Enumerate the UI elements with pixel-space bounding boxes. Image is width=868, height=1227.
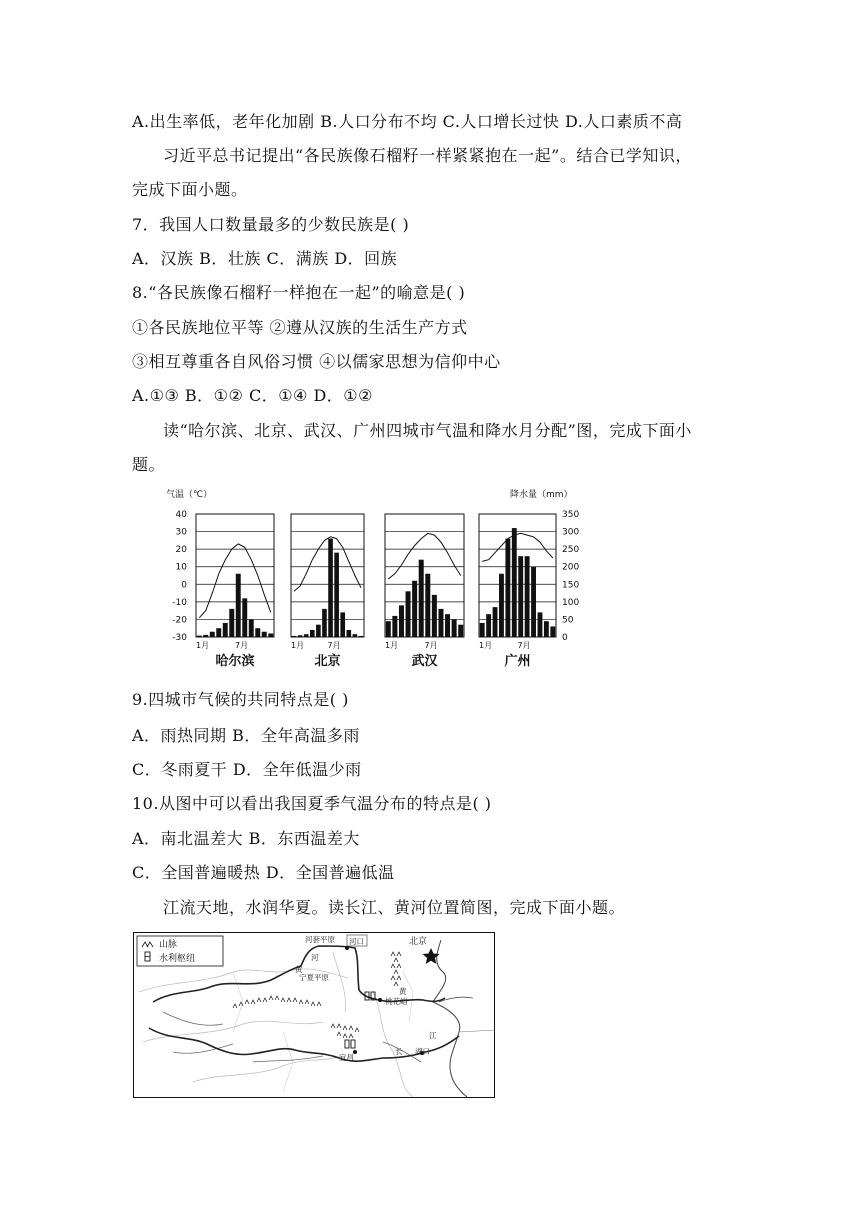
month-label-jan: 1月 [385,641,399,650]
precip-bar [531,567,536,637]
precip-tick-label: 200 [562,562,580,573]
temp-tick-label: -30 [172,633,187,643]
precip-axis-label: 降水量（mm） [510,490,573,500]
precip-bar [544,621,549,637]
precip-bar [298,635,303,637]
question-10-options-2: C．全国普遍暖热 D．全国普遍低温 [132,863,395,882]
precip-bar [419,560,424,637]
precip-bar [486,614,491,637]
precip-bar [386,621,391,637]
city-name-label: 北京 [314,654,341,669]
month-label-jan: 1月 [479,641,493,650]
precip-tick-label: 250 [562,545,580,556]
city-name-label: 武汉 [411,654,438,669]
month-label-jul: 7月 [517,641,531,650]
question-10-options-1: A．南北温差大 B．东西温差大 [132,829,360,848]
legend-mountain-label: 山脉 [159,940,178,950]
question-8-options: A.①③ B．①② C．①④ D．①② [132,386,373,405]
temp-tick-label: 40 [175,510,187,520]
precip-tick-label: 100 [562,597,580,608]
label-ningxia: 宁夏平原 [299,973,329,982]
question-10: 10.从图中可以看出我国夏季气温分布的特点是( ) [132,794,492,813]
precip-bar [550,626,555,637]
label-jiang: 江 [429,1031,437,1040]
precip-bar [538,612,543,637]
precip-bar [255,628,260,637]
month-label-jul: 7月 [424,641,438,650]
temperature-line [199,544,270,618]
label-yichang: 宜昌 [339,1053,354,1062]
answer-options-q6: A.出生率低，老年化加剧 B.人口分布不均 C.人口增长过快 D.人口素质不高 [132,112,683,131]
temp-tick-label: -20 [172,615,187,626]
map-legend [137,936,223,966]
city-name-label: 广州 [504,654,531,669]
question-9-options-1: A．雨热同期 B．全年高温多雨 [132,726,360,745]
temp-tick-label: 30 [175,527,187,538]
precip-bar [406,591,411,637]
precip-bar [223,623,228,637]
precip-bar [340,612,345,637]
precip-bar [512,528,517,637]
precip-bar [392,616,397,637]
precip-bar [334,553,339,637]
precip-bar [203,635,208,637]
precip-tick-label: 350 [562,510,580,520]
temp-tick-label: -10 [172,597,187,608]
intro-text-2: 完成下面小题。 [132,180,248,199]
precip-bar [458,625,463,637]
precip-bar [346,630,351,637]
intro-text-4: 题。 [132,455,166,474]
question-9: 9.四城市气候的共同特点是( ) [132,690,349,709]
precip-bar [268,633,273,637]
label-hukou: 湖口 [415,1047,430,1056]
label-hetao: 河套平原 [305,935,335,944]
precip-tick-label: 0 [562,633,568,643]
precip-bar [229,609,234,637]
label-hekou: 河口 [349,937,364,946]
label-taohuayu: 桃花峪 [385,997,408,1006]
label-huang2: 黄 [399,987,407,996]
intro-text-3: 读“哈尔滨、北京、武汉、广州四城市气温和降水月分配”图，完成下面小 [163,421,692,440]
precip-bar [353,634,358,637]
question-8-statement-2: ③相互尊重各自风俗习惯 ④以儒家思想为信仰中心 [132,352,501,371]
climate-charts [160,487,600,675]
precip-bar [310,630,315,637]
precip-bar [359,636,364,637]
legend-hub-label: 水利枢纽 [159,954,196,964]
precip-bar [262,632,267,637]
temp-tick-label: 20 [175,545,187,556]
precip-bar [452,619,457,637]
precip-tick-label: 50 [562,615,574,626]
temp-tick-label: 10 [175,562,187,573]
intro-text-1: 习近平总书记提出“各民族像石榴籽一样紧紧抱在一起”。结合已学知识， [163,146,692,165]
precip-bar [328,539,333,637]
precip-bar [216,628,221,637]
temperature-line [388,533,460,579]
precip-bar [316,625,321,637]
precip-bar [445,614,450,637]
question-8-statement-1: ①各民族地位平等 ②遵从汉族的生活生产方式 [132,318,468,337]
precip-bar [210,632,215,637]
chart-frame [196,514,274,637]
precip-bar [493,607,498,637]
question-7: 7．我国人口数量最多的少数民族是( ) [132,215,410,234]
temp-axis-label: 气温（℃） [166,490,213,500]
precip-tick-label: 150 [562,580,580,591]
precip-bar [438,609,443,637]
label-beijing: 北京 [409,937,428,947]
chart-frame [291,514,364,637]
precip-bar [505,539,510,637]
month-label-jan: 1月 [196,641,210,650]
precip-bar [425,574,430,637]
month-label-jul: 7月 [235,641,249,650]
precip-bar [236,574,241,637]
precip-bar [197,636,202,637]
precip-tick-label: 300 [562,527,580,538]
precip-bar [399,605,404,637]
city-name-label: 哈尔滨 [215,654,255,669]
intro-text-5: 江流天地，水润华夏。读长江、黄河位置简图，完成下面小题。 [163,898,626,917]
precip-bar [412,581,417,637]
label-huang1: 黄 [295,965,303,974]
rivers-map [133,932,495,1098]
precip-bar [322,609,327,637]
precip-bar [242,598,247,637]
question-7-options: A．汉族 B．壮族 C．满族 D．回族 [132,249,398,268]
month-label-jan: 1月 [291,641,305,650]
label-chang: 长 [395,1047,403,1056]
precip-bar [518,556,523,637]
precip-bar [525,556,530,637]
question-8: 8.“各民族像石榴籽一样抱在一起”的喻意是( ) [132,283,466,302]
precip-bar [480,623,485,637]
precip-bar [499,574,504,637]
precip-bar [292,636,297,637]
temp-tick-label: 0 [181,580,187,591]
precip-bar [432,595,437,637]
temperature-line [482,533,553,561]
precip-bar [249,619,254,637]
month-label-jul: 7月 [327,641,341,650]
question-9-options-2: C．冬雨夏干 D．全年低温少雨 [132,760,362,779]
label-he: 河 [311,953,319,962]
precip-bar [304,634,309,637]
temperature-line [294,537,361,592]
